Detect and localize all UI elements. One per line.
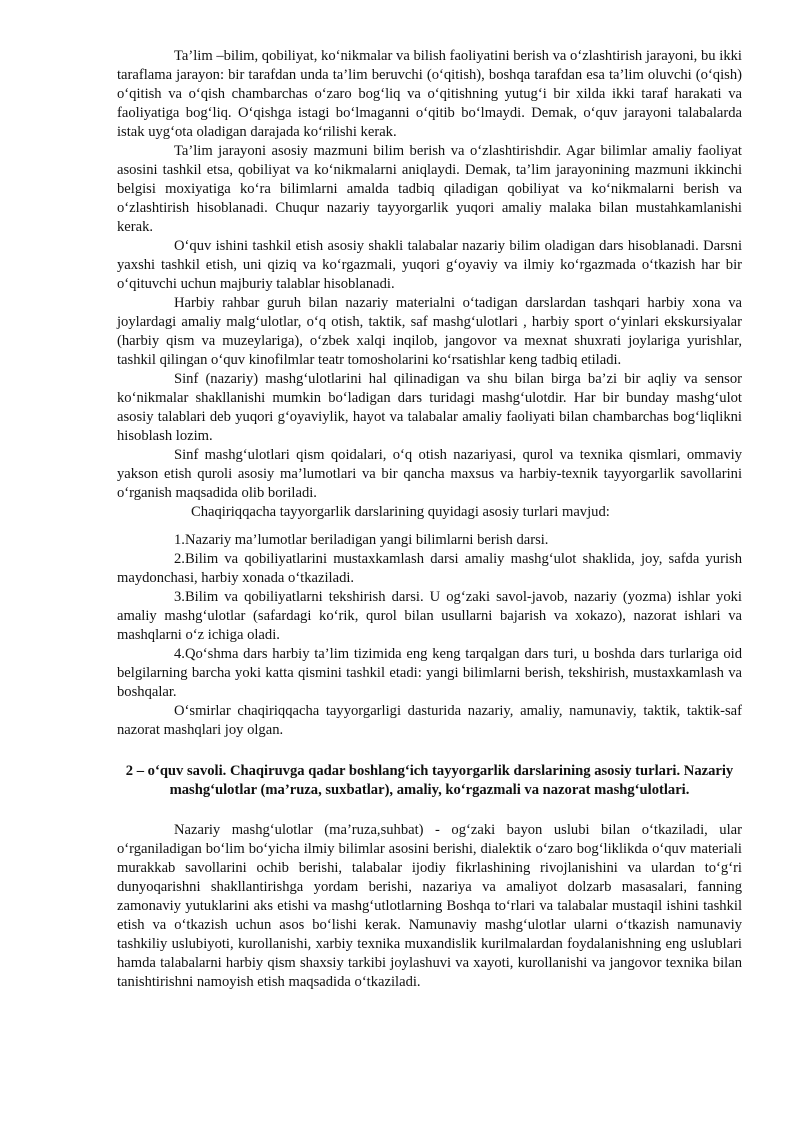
paragraph-nazariy-mashgulotlar: Nazariy mashg‘ulotlar (ma’ruza,suhbat) - og‘zaki bayon uslubi bilan o‘tkaziladi, ular o‘rganiladigan bo‘lim bo‘yicha ilmiy bilimlar asosini berishi, dialektik o‘zaro bog‘liklikda o‘quv materiali murakkab savollarini ochib berishi, talabalar ijodiy fikrlashining rivojlanishini va ulardan to‘g‘ri dunyoqarishni shakllantirishga yordam berishi, nazariya va amaliyot dolzarb masasalari, fanning zamonaviy yutuklarini aks etishi va mashg‘utlotlarning Boshqa to‘rlari va talabalar mustaqil ishini tashkil etish va o‘tkazish uchun asos bo‘lishi kerak. Namunaviy mashg‘ulotlar ularni o‘tkazish namunaviy tashkiliy uslubiyoti, kurollanishi, xarbiy texnika muxandislik kurilmalardan foydalanishning eng uslublari hamda talabalarni harbiy qism shaxsiy tarkibi joylashuvi va xayoti, kurollanishi va jangovor texnika bilan tanishtirishni namoyish etish maqsadida o‘tkaziladi. bbox=[117, 822, 742, 990]
paragraph-talim-content: Ta’lim jarayoni asosiy mazmuni bilim berish va o‘zlashtirishdir. Agar bilimlar amaliy faoliyat asosini tashkil etsa, qobiliyat va ko‘nikmalarni aniqlaydi. Demak, ta’lim jarayonining mazmuni ikkinchi belgisi moxiyatiga ko‘ra bilimlarni amalda tadbiq qiladigan qobiliyat va ko‘nikmalarni berish va o‘zlashtirish hisoblanadi. Chuqur nazariy tayyorgarlik yuqori amaliy malaka bilan mustahkamlanishi kerak. bbox=[117, 143, 742, 235]
list-item-4: 4.Qo‘shma dars harbiy ta’lim tizimida eng keng tarqalgan dars turi, u boshda dars turlariga oid belgilarning barcha yoki katta qismini tashkil etadi: yangi bilimlarni berish, tekshirish, mustaxkamlash va boshqalar. bbox=[117, 646, 742, 700]
paragraph-harbiy-rahbar: Harbiy rahbar guruh bilan nazariy materialni o‘tadigan darslardan tashqari harbiy xona va joylardagi amaliy malg‘ulotlar, o‘q otish, taktik, saf mashg‘ulotlari , harbiy sport o‘yinlari ekskursiyalar (harbiy qism va muzeylariga), o‘zbek xalqi inqilob, jangovor va mexnat shuxrati joylariga yurishlar, tashkil qilingan oʻquv kinofilmlar teatr tomosholarini ko‘rsatishlar keng tadbiq etiladi. bbox=[117, 295, 742, 368]
paragraph-oquv-ishi: O‘quv ishini tashkil etish asosiy shakli talabalar nazariy bilim oladigan dars hisoblanadi. Darsni yaxshi tashkil etish, uni qiziq va ko‘rgazmali, yuqori g‘oyaviy va ilmiy ko‘rgazmada o‘tkazish har bir o‘qituvchi uchun majburiy talablar hisoblanadi. bbox=[117, 238, 742, 292]
paragraph-sinf-mashgulotlari: Sinf (nazariy) mashg‘ulotlarini hal qilinadigan va shu bilan birga ba’zi bir aqliy va sensor ko‘nikmalar shakllanishi mumkin bo‘ladigan dars turidagi mashg‘ulotdir. Har bir bunday mashg‘ulot asosiy talablari deb yuqori g‘oyaviylik, hayot va talabalar amaliy faoliyati bilan chambarchas bog‘liqlikni hisoblash lozim. bbox=[117, 371, 742, 444]
list-item-1: 1.Nazariy ma’lumotlar beriladigan yangi bilimlarni berish darsi. bbox=[174, 532, 549, 548]
paragraph-talim-definition: Ta’lim –bilim, qobiliyat, ko‘nikmalar va bilish faoliyatini berish va o‘zlashtirish jarayoni, bu ikki taraflama jarayon: bir tarafdan unda ta’lim beruvchi (o‘qitish), boshqa tarafdan esa ta’lim oluvchi (o‘qish) o‘qitish va o‘qish chambarchas o‘zaro bog‘liq va o‘qitishning yutug‘i bir xilda ikki taraf harakati va faoliyatiga bog‘liq. O‘qishga istagi bo‘lmaganni o‘qitib bo‘lmaydi. Demak, o‘quv jarayoni talabalarda istak uyg‘ota oladigan darajada ko‘rilishi kerak. bbox=[117, 48, 742, 140]
paragraph-sinf-mashgulotlari-qism: Sinf mashg‘ulotlari qism qoidalari, o‘q otish nazariyasi, qurol va texnika qismlari, ommaviy yakson etish quroli asosiy ma’lumotlari va bir qancha maxsus va harbiy-texnik tayyorgarlik savollarini o‘rganish maqsadida olib boriladi. bbox=[117, 447, 742, 501]
list-item-2: 2.Bilim va qobiliyatlarini mustaxkamlash darsi amaliy mashg‘ulot shaklida, joy, safda yurish maydonchasi, harbiy xonada o‘tkaziladi. bbox=[117, 551, 742, 586]
paragraph-osmirlar: O‘smirlar chaqiriqqacha tayyorgarligi dasturida nazariy, amaliy, namunaviy, taktik, taktik-saf nazorat mashqlari joy olgan. bbox=[117, 703, 742, 738]
list-item-3: 3.Bilim va qobiliyatlarni tekshirish darsi. U og‘zaki savol-javob, nazariy (yozma) ishlar yoki amaliy mashg‘ulotlar (safardagi ko‘rik, qurol bilan usullarni bajarish va xokazo), nazorat ishlari va mashqlarni o‘z ichiga oladi. bbox=[117, 589, 742, 643]
types-intro: Chaqiriqqacha tayyorgarlik darslarining quyidagi asosiy turlari mavjud: bbox=[191, 504, 610, 520]
section-heading: 2 – o‘quv savoli. Chaqiruvga qadar boshlang‘ich tayyorgarlik darslarining asosiy turlari. Nazariy mashg‘ulotlar (ma’ruza, suxbatlar), amaliy, ko‘rgazmali va nazorat mashg‘ulotlari. bbox=[125, 763, 734, 798]
